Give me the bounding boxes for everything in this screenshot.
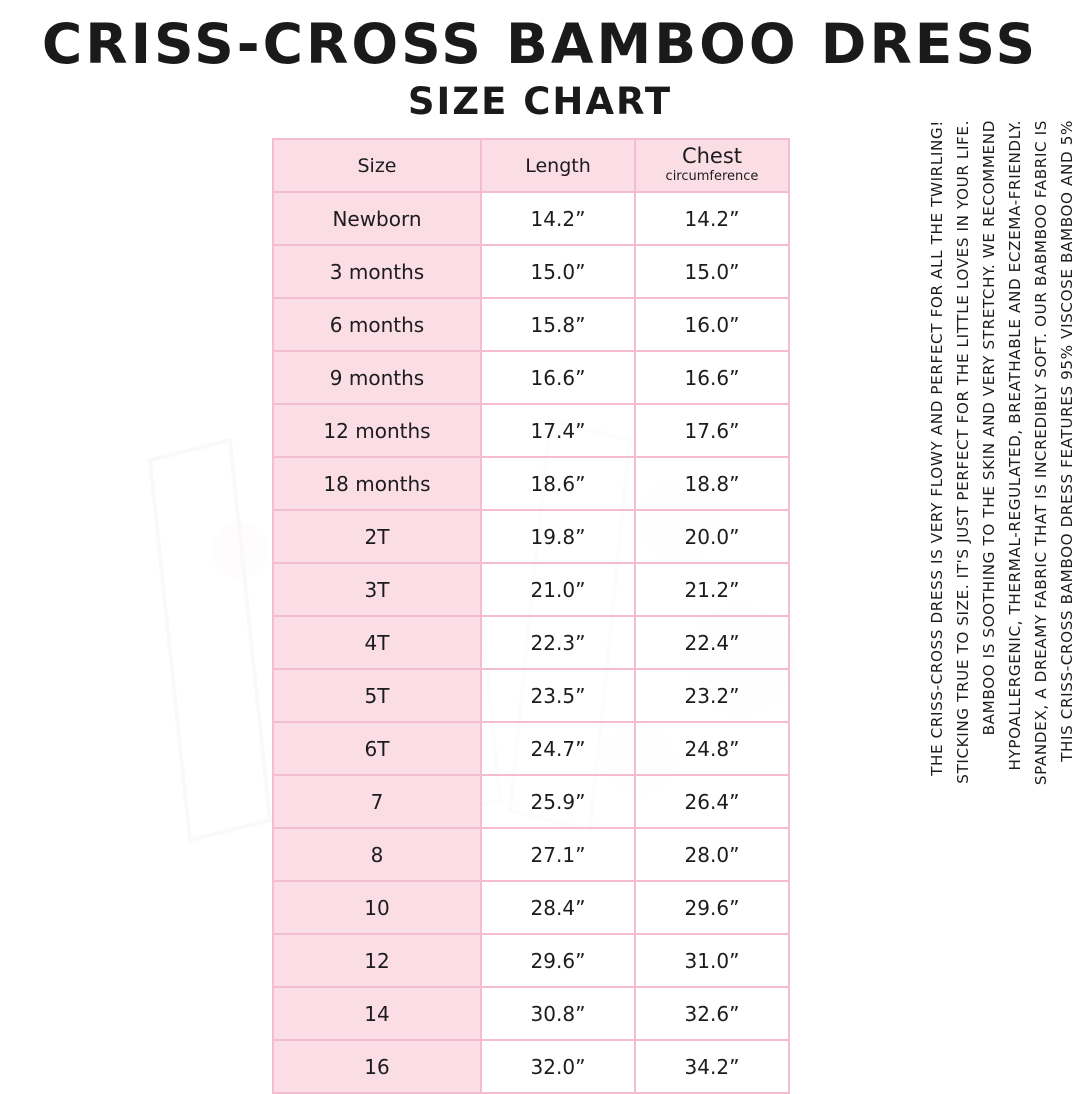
cell-length: 29.6” [481,934,635,987]
cell-size: 12 months [273,404,481,457]
description-line: THIS CRISS-CROSS BAMBOO DRESS FEATURES 95% VISCOSE BAMBOO AND 5% [1058,120,1076,762]
cell-size: 14 [273,987,481,1040]
cell-size: 6T [273,722,481,775]
table-row [273,1040,789,1093]
size-chart-table [272,138,790,1094]
cell-length: 21.0” [481,563,635,616]
cell-size: 9 months [273,351,481,404]
table-row [273,934,789,987]
cell-length: 32.0” [481,1040,635,1093]
column-header-chest-label: Chest [681,143,743,168]
table-row [273,192,789,245]
cell-size: 3T [273,563,481,616]
cell-chest: 31.0” [635,934,789,987]
table-row [273,722,789,775]
description-line: HYPOALLERGENIC, THERMAL-REGULATED, BREATHABLE AND ECZEMA-FRIENDLY. [1006,120,1024,771]
table-row [273,775,789,828]
table-row [273,351,789,404]
description-line: STICKING TRUE TO SIZE. IT'S JUST PERFECT FOR THE LITTLE LOVES IN YOUR LIFE. [954,120,972,784]
cell-chest: 14.2” [635,192,789,245]
cell-chest: 29.6” [635,881,789,934]
cell-length: 19.8” [481,510,635,563]
cell-chest: 28.0” [635,828,789,881]
cell-size: 12 [273,934,481,987]
cell-size: 10 [273,881,481,934]
table-row [273,881,789,934]
cell-chest: 26.4” [635,775,789,828]
cell-length: 15.8” [481,298,635,351]
cell-length: 15.0” [481,245,635,298]
page-header [0,0,1080,123]
description-line: SPANDEX, A DREAMY FABRIC THAT IS INCREDIBLY SOFT. OUR BABMBOO FABRIC IS [1032,120,1050,786]
cell-length: 16.6” [481,351,635,404]
cell-size: 16 [273,1040,481,1093]
column-header-chest [635,139,789,192]
table-row [273,669,789,722]
description-line: THE CRISS-CROSS DRESS IS VERY FLOWY AND PERFECT FOR ALL THE TWIRLING! [928,120,946,776]
table-row [273,298,789,351]
cell-size: 6 months [273,298,481,351]
table-body [273,192,789,1093]
table-row [273,404,789,457]
cell-size: 3 months [273,245,481,298]
cell-length: 14.2” [481,192,635,245]
cell-chest: 20.0” [635,510,789,563]
cell-length: 23.5” [481,669,635,722]
cell-size: 18 months [273,457,481,510]
cell-chest: 23.2” [635,669,789,722]
cell-length: 27.1” [481,828,635,881]
cell-length: 18.6” [481,457,635,510]
cell-chest: 15.0” [635,245,789,298]
table-row [273,828,789,881]
column-header-chest-sublabel: circumference [665,168,759,184]
cell-length: 30.8” [481,987,635,1040]
cell-length: 24.7” [481,722,635,775]
cell-chest: 16.0” [635,298,789,351]
page-title: CRISS-CROSS BAMBOO DRESS [41,12,1039,76]
cell-size: 5T [273,669,481,722]
cell-chest: 22.4” [635,616,789,669]
description-line: BAMBOO IS SOOTHING TO THE SKIN AND VERY STRETCHY. WE RECOMMEND [980,120,998,736]
cell-length: 17.4” [481,404,635,457]
product-description [890,120,1080,1070]
table-header-row [273,139,789,192]
column-header-size: Size [273,139,481,192]
page-subtitle: SIZE CHART [407,79,673,123]
cell-size: 8 [273,828,481,881]
table-row [273,987,789,1040]
cell-size: 4T [273,616,481,669]
cell-chest: 24.8” [635,722,789,775]
table-row [273,245,789,298]
column-header-length: Length [481,139,635,192]
table-row [273,510,789,563]
cell-size: 7 [273,775,481,828]
cell-chest: 34.2” [635,1040,789,1093]
size-chart-container [272,138,788,1094]
cell-length: 22.3” [481,616,635,669]
table-row [273,616,789,669]
cell-chest: 16.6” [635,351,789,404]
table-row [273,563,789,616]
cell-size: Newborn [273,192,481,245]
cell-length: 28.4” [481,881,635,934]
cell-chest: 21.2” [635,563,789,616]
table-header [273,139,789,192]
cell-chest: 17.6” [635,404,789,457]
cell-chest: 18.8” [635,457,789,510]
cell-chest: 32.6” [635,987,789,1040]
cell-size: 2T [273,510,481,563]
table-row [273,457,789,510]
cell-length: 25.9” [481,775,635,828]
